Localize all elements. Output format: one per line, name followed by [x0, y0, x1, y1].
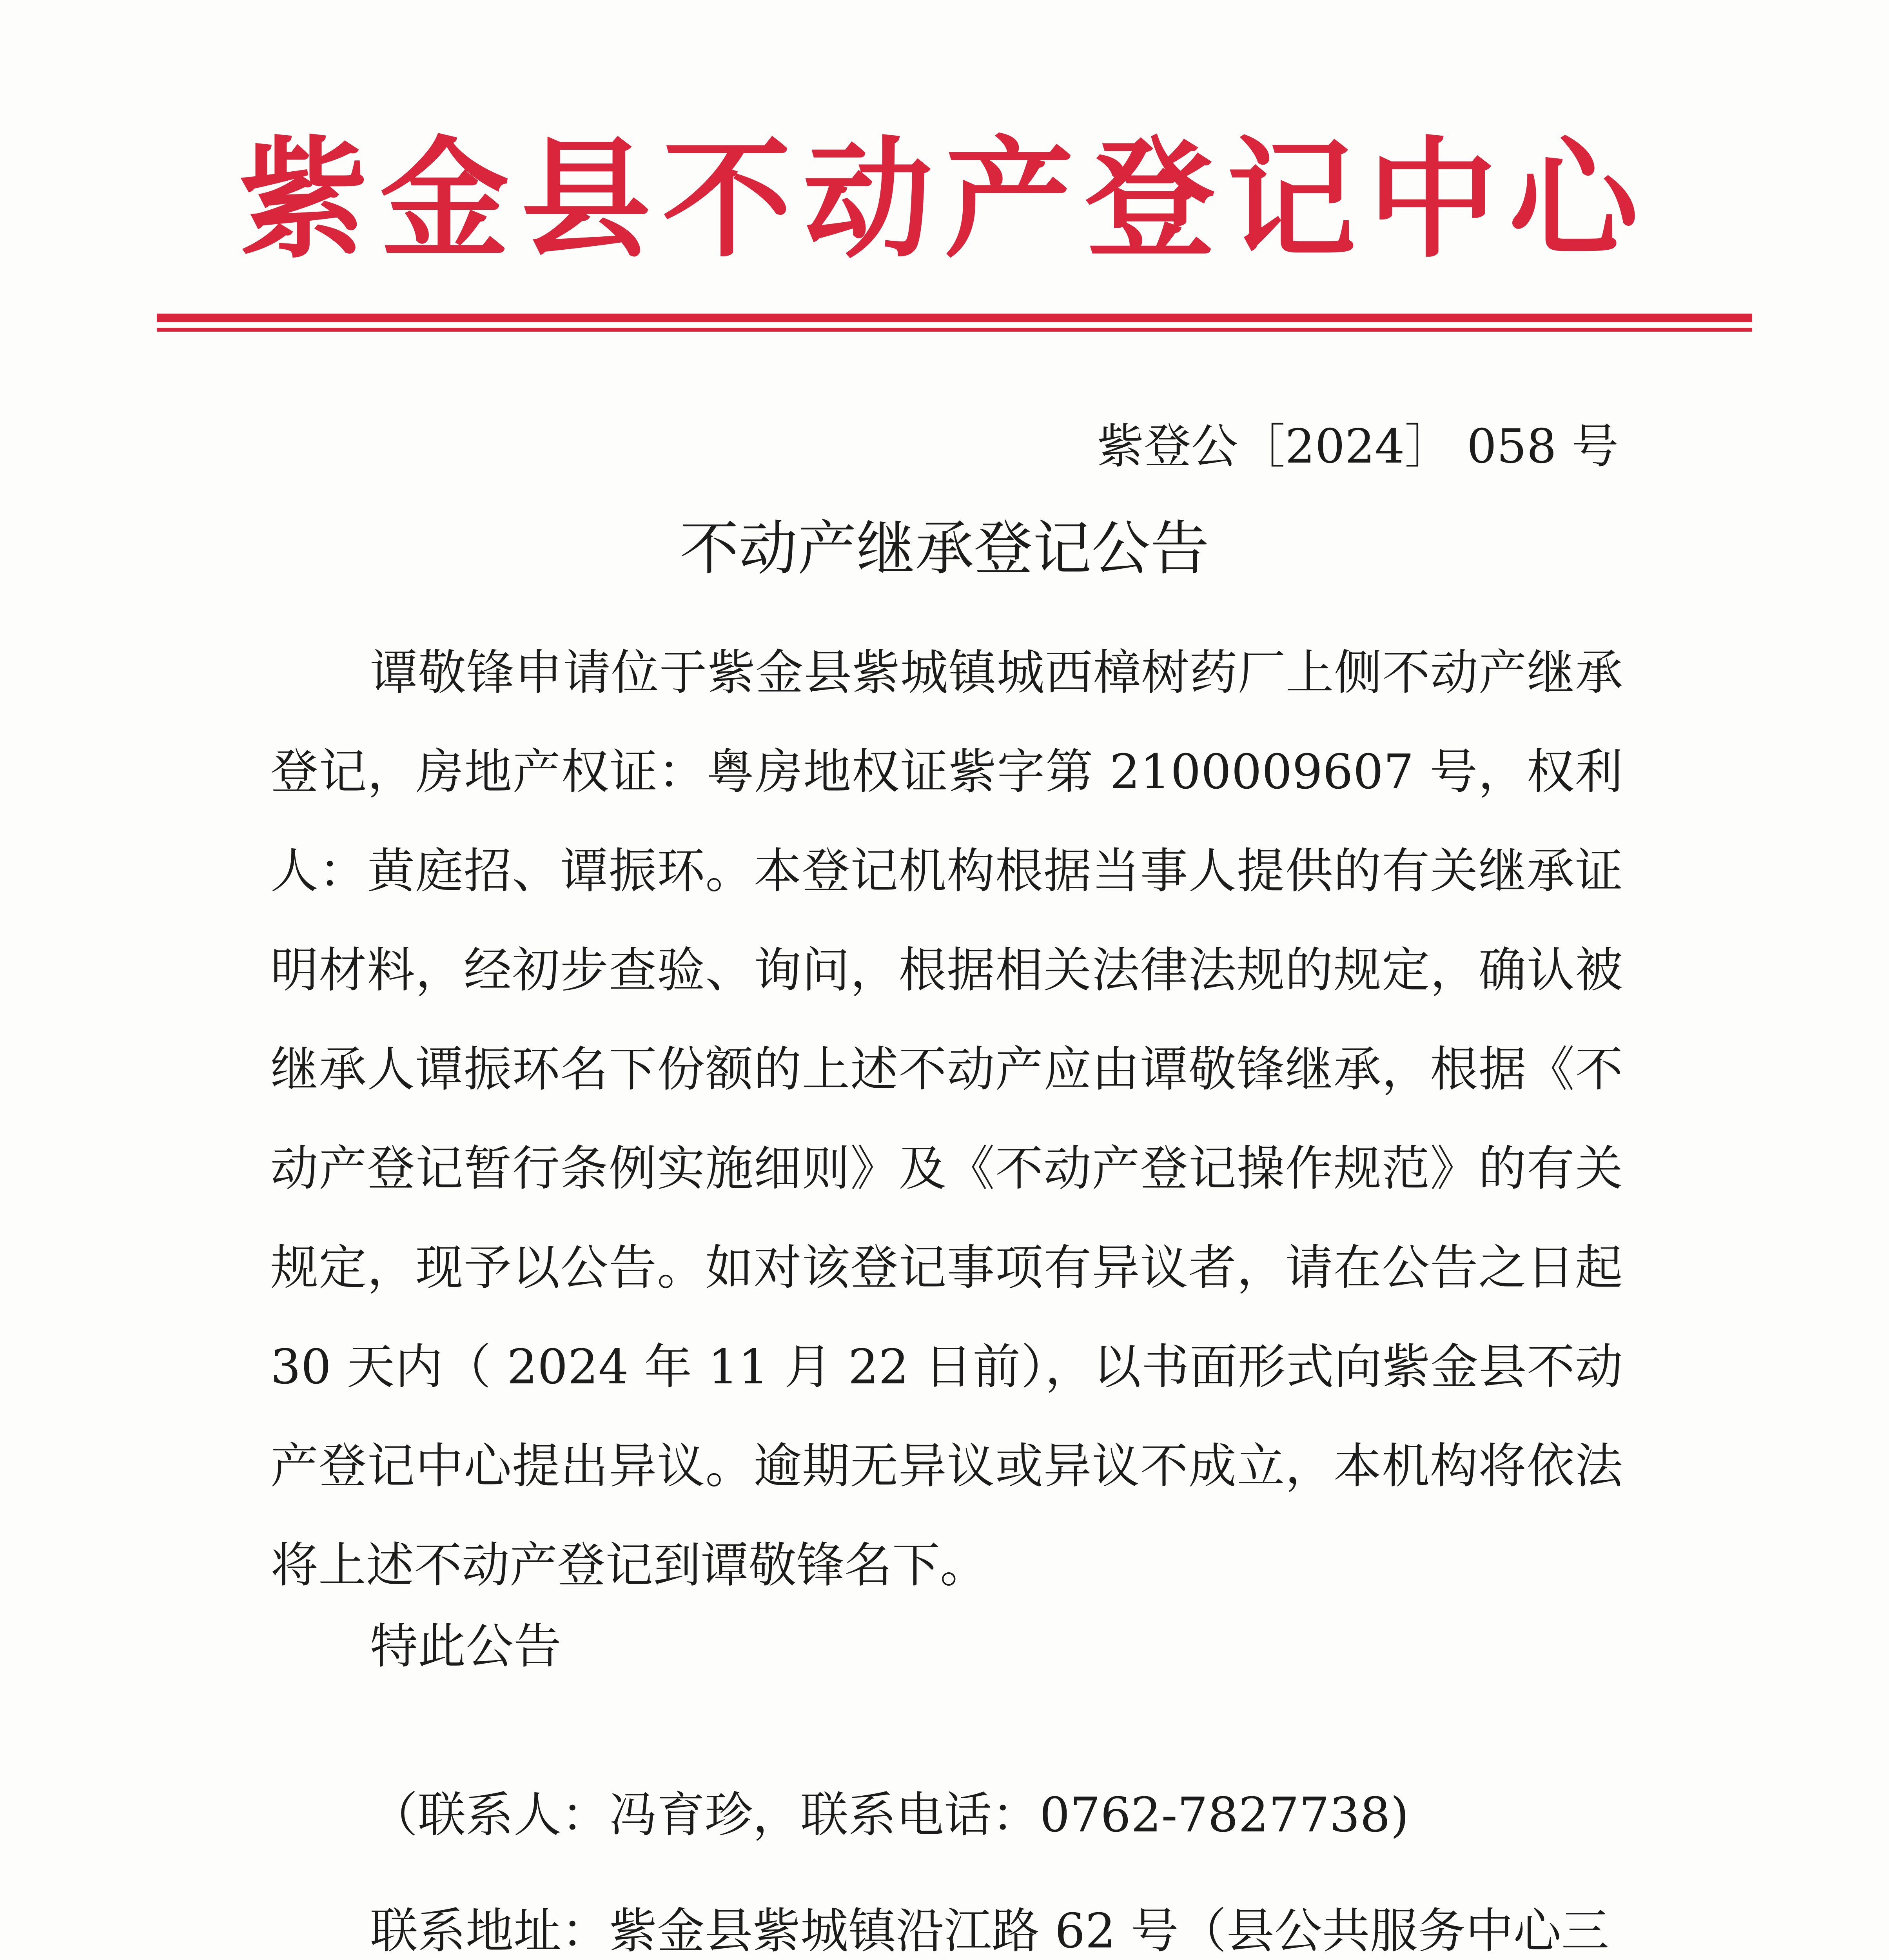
- header-rule-thin: [157, 328, 1752, 332]
- notice-body: 谭敬锋申请位于紫金县紫城镇城西樟树药厂上侧不动产继承登记，房地产权证：粤房地权证紫字第 2100009607 号，权利人：黄庭招、谭振环。本登记机构根据当事人提供的有关继承证明材料，经初步查验、询问，根据相关法律法规的规定，确认被继承人谭振环名下份额的上述不动产应由谭敬锋继承，根据《不动产登记暂行条例实施细则》及《不动产登记操作规范》的有关规定，现予以公告。如对该登记事项有异议者，请在公告之日起 30 天内（ 2024 年 11 月 22 日前），以书面形式向紫金县不动产登记中心提出异议。逾期无异议或异议不成立，本机构将依法将上述不动产登记到谭敬锋名下。: [270, 645, 1623, 1593]
- notice-title: 不动产继承登记公告: [680, 515, 1209, 583]
- header-rule-thick: [157, 314, 1752, 322]
- contact-person: （联系人：冯育珍，联系电话：0762-7827738): [370, 1787, 1409, 1843]
- letterhead-title: 紫金县不动产登记中心: [239, 125, 1650, 275]
- document-number: 紫登公［2024］ 058 号: [1097, 419, 1619, 474]
- contact-address: 联系地址：紫金县紫城镇沿江路 62 号（县公共服务中心三: [370, 1903, 1609, 1959]
- closing-statement: 特此公告: [370, 1619, 561, 1674]
